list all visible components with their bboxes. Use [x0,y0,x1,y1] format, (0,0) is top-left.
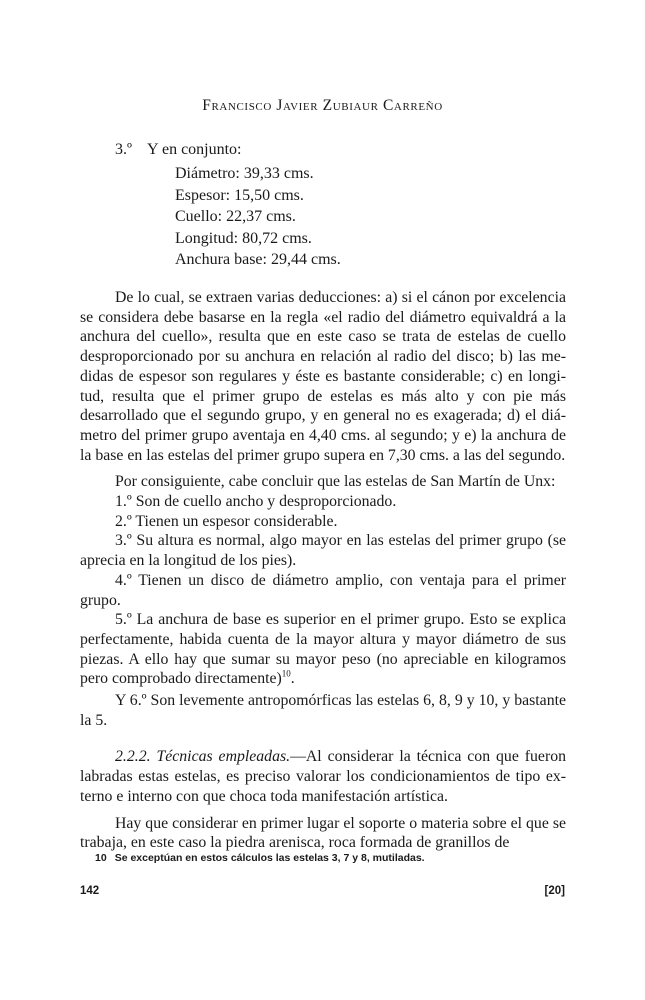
conclusion-5 [80,610,566,689]
footnote-number: 10 [95,852,107,864]
conclusion-1: 1.º Son de cuello ancho y desproporcionado. [115,493,397,511]
measurements-list [175,163,341,271]
paragraph-support: Hay que considerar en primer lugar el soporte o materia sobre el que se trabaja, en este caso la piedra arenisca, roca formada de granillos de [80,814,566,852]
section-text: —Al considerar la técnica con que fueron labradas estas estelas, es preciso valorar los condicionamientos de tipo externo e interno con que choca toda manifestación artística. [80,748,567,805]
bracket-page-number: [20] [544,885,565,897]
conclusion-4: 4.º Tienen un disco de diámetro amplio, con ventaja para el primer grupo. [80,571,566,609]
footnote-text: Se exceptúan en estos cálculos las estelas 3, 7 y 8, mutiladas. [114,852,425,864]
conclusion-6: Y 6.º Son levemente antropomórficas las estelas 6, 8, 9 y 10, y bastante la 5. [80,692,566,729]
measure-diameter: Diámetro: 39,33 cms. [175,165,314,182]
page-number: 142 [80,885,100,897]
paragraph-deductions: De lo cual, se extraen varias deducciones: a) si el cánon por excelencia se considera debe basarse en la regla «el radio del diámetro equivaldrá a la anchura del cuello», resulta que en este caso se trata de estelas de cuello desproporcionado por su anchura en relación al radio del disco; b) las medidas de espesor son regulares y éste es bastante considerable; c) en longitud, resulta que el primer grupo de estelas es más alto y con pie más desarrollado que el segundo grupo, y en general no es exagerada; d) el diámetro del primer grupo aventaja en 4,40 cms. al segundo; y e) la anchura de la base en las estelas del primer grupo supera en 7,30 cms. a las del segundo. [80,289,566,464]
intro-number: 3.º [115,141,132,158]
conclusion-5-text: 5.º La anchura de base es superior en el primer grupo. Esto se explica perfectamente, habida cuenta de la mayor altura y mayor diámetro de sus piezas. A ello hay que sumar su mayor peso (no apreciable en kilogramos pero comprobado directamente) [80,611,566,688]
running-head: Francisco Javier Zubiaur Carreño [202,97,443,114]
section-heading: 2.2.2. Técnicas empleadas. [115,748,291,766]
measure-neck: Cuello: 22,37 cms. [175,208,296,225]
measure-base-width: Anchura base: 29,44 cms. [175,251,341,268]
conclusion-3: 3.º Su altura es normal, algo mayor en las estelas del primer grupo (se aprecia en la longitud de los pies). [80,532,566,570]
intro-text: Y en conjunto: [147,141,242,158]
section-2-2-2 [80,747,566,806]
list-item-intro [115,139,242,161]
measure-length: Longitud: 80,72 cms. [175,229,312,247]
body-text [80,288,566,853]
paragraph-conclusion-intro: Por consiguiente, cabe concluir que las estelas de San Martín de Unx: [115,473,556,491]
footnote [95,852,425,864]
footnote-reference: 10 [281,669,291,680]
conclusion-5-end: . [290,670,295,688]
measure-thickness: Espesor: 15,50 cms. [175,186,304,204]
conclusion-2: 2.º Tienen un espesor considerable. [115,512,338,530]
